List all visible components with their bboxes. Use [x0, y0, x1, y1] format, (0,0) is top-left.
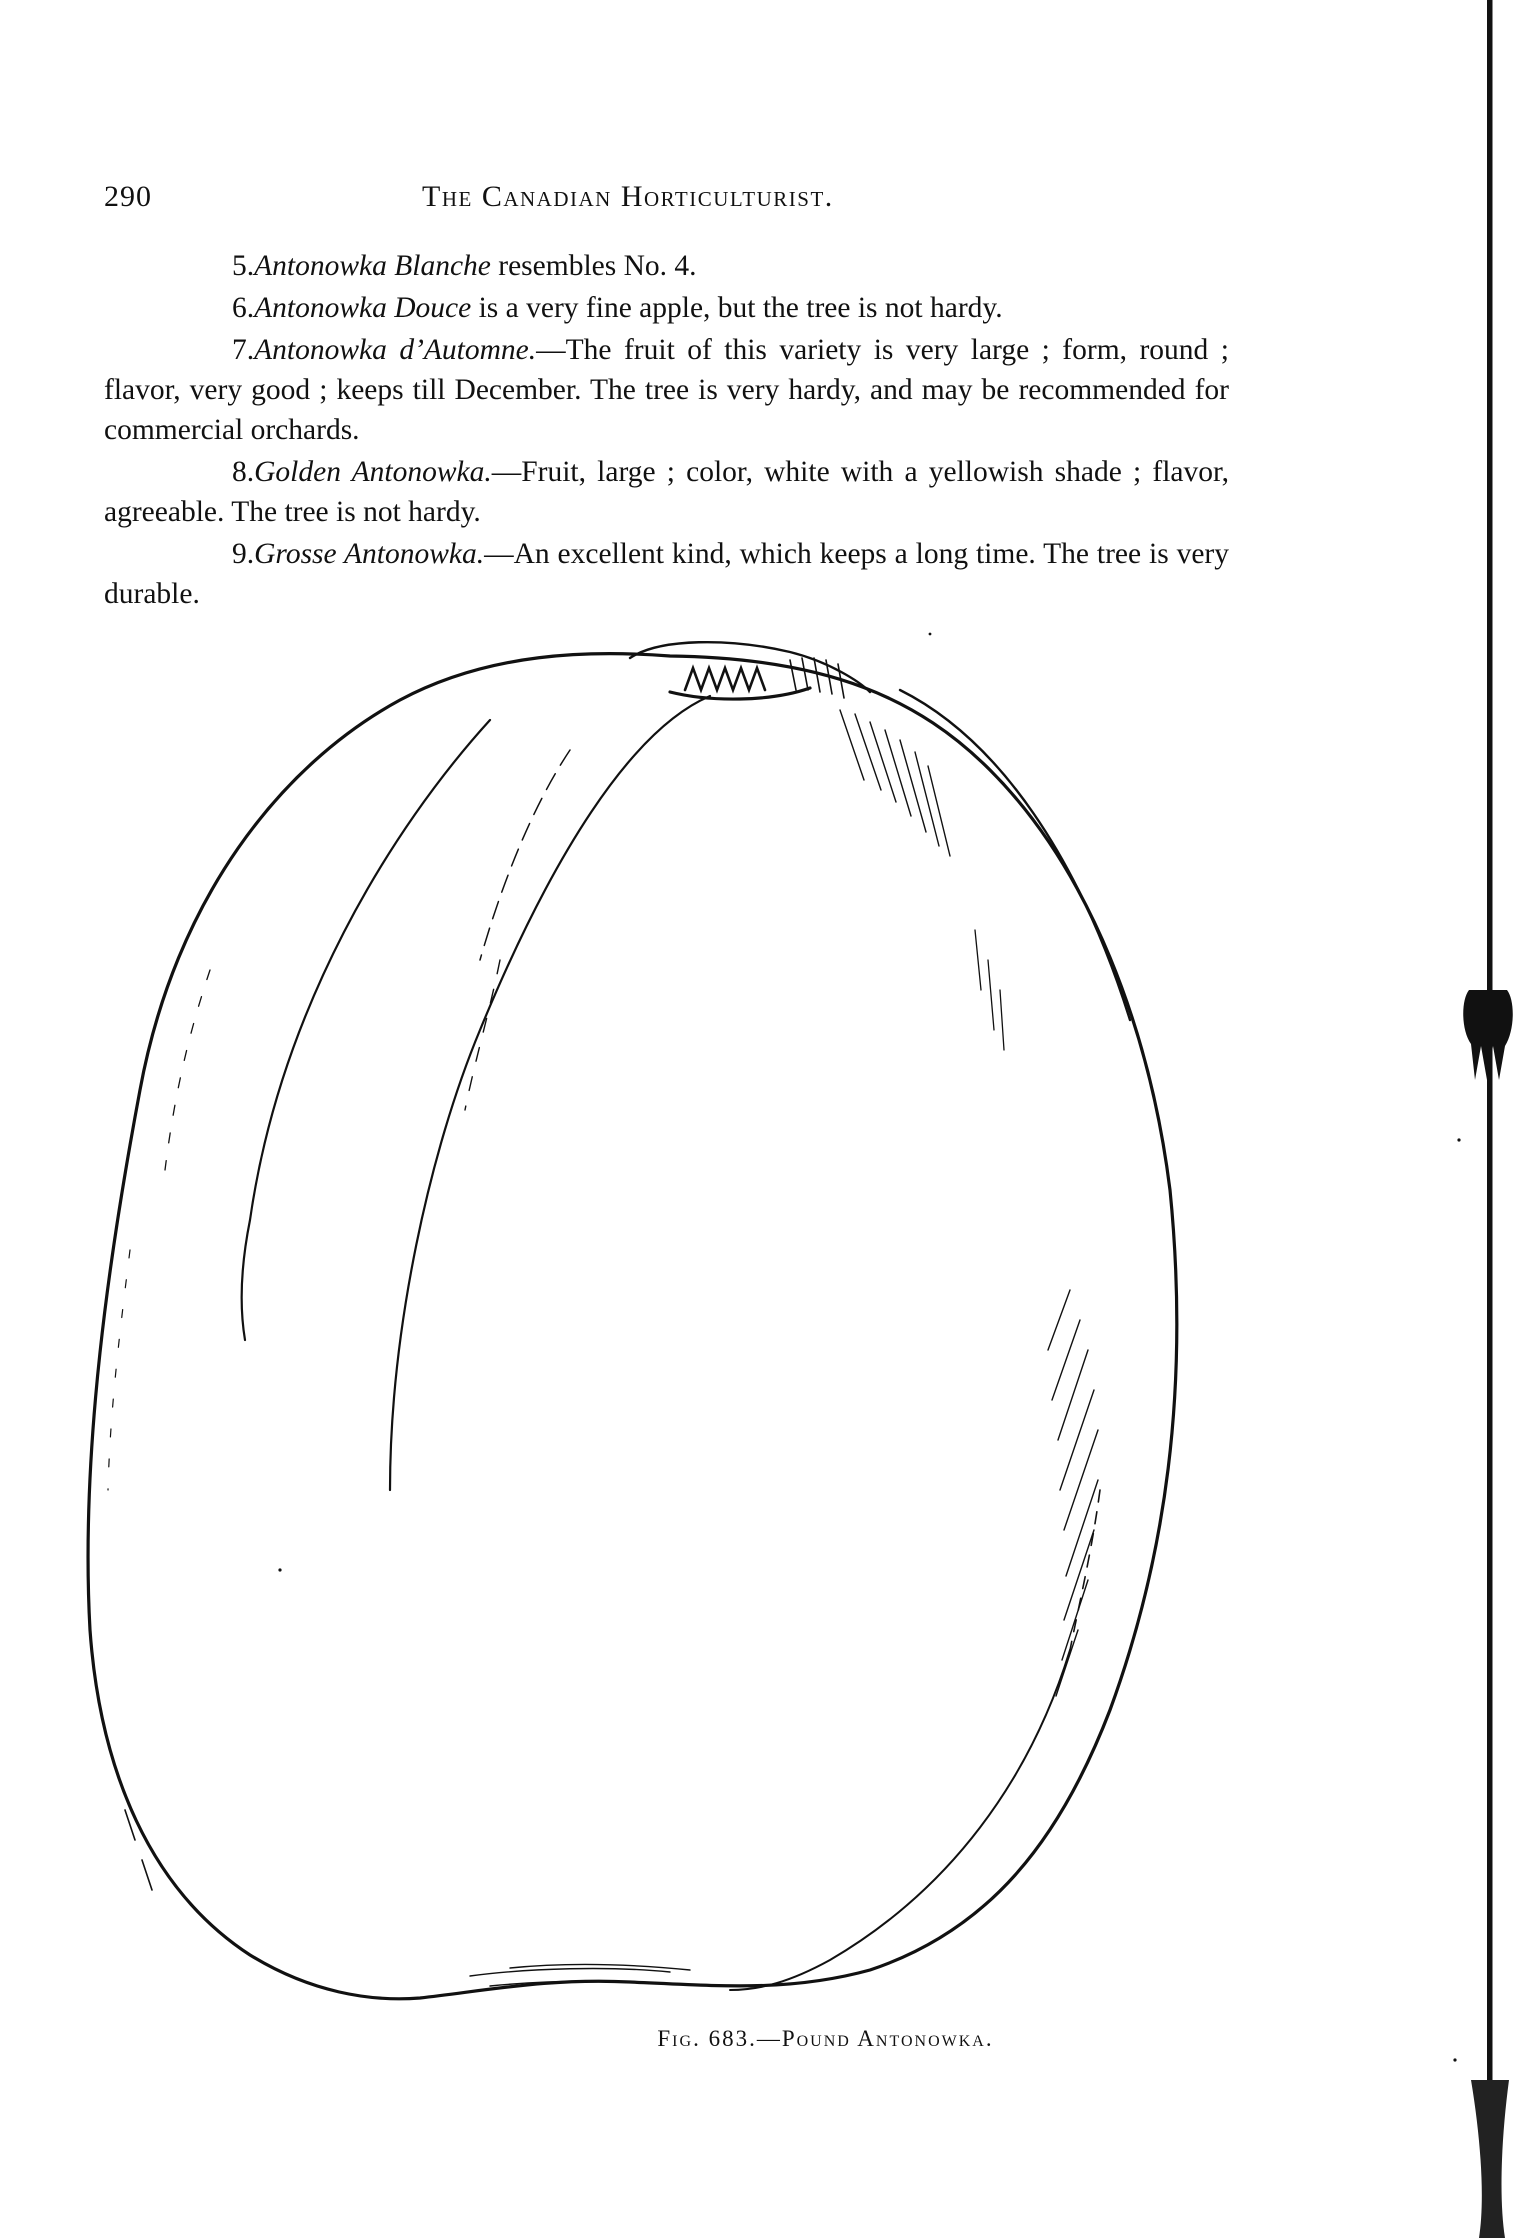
binding-edge [1431, 0, 1521, 2238]
apple-shading-middle [1048, 1290, 1098, 1696]
page-number: 290 [104, 180, 152, 213]
paragraph-item-7 [104, 330, 1229, 450]
page-header [104, 180, 1229, 224]
paragraph-item-6 [104, 288, 1229, 328]
calyx-teeth [685, 668, 765, 690]
running-head: The Canadian Horticulturist. [422, 180, 834, 213]
variety-description: resembles No. 4. [490, 250, 697, 282]
apple-right-contour [900, 690, 1130, 1020]
binding-edge-illustration [1431, 0, 1521, 2238]
variety-name: Antonowka Blanche [254, 250, 491, 282]
apple-illustration [70, 630, 1250, 2020]
variety-description: is a very fine apple, but the tree is not hardy. [471, 292, 1003, 324]
variety-name: Antonowka d’Automne. [254, 334, 537, 366]
paragraph-item-5 [104, 246, 1229, 286]
apple-seam-lower [730, 1650, 1070, 1990]
item-number: 8. [232, 456, 255, 488]
variety-description: —An excellent kind, which keeps a long time. The tree is very durable. [104, 538, 1229, 610]
variety-description: —The fruit of this variety is very large ; form, round ; flavor, very good ; keeps till December. The tree is very hardy, and may be recommended for commercial orchards. [104, 334, 1229, 446]
body-text [104, 246, 1229, 616]
variety-name: Antonowka Douce [254, 292, 472, 324]
figure-caption: Fig. 683.—Pound Antonowka. [657, 2026, 994, 2051]
item-number: 7. [232, 334, 255, 366]
apple-figure [70, 630, 1250, 2020]
apple-left-seam [242, 720, 490, 1340]
apple-outline [88, 654, 1177, 1999]
apple-shading-top [840, 710, 950, 856]
variety-description: —Fruit, large ; color, white with a yellowish shade ; flavor, agreeable. The tree is not hardy. [104, 456, 1230, 528]
item-number: 5. [232, 250, 255, 282]
paragraph-item-9 [104, 534, 1229, 614]
item-number: 9. [232, 538, 255, 570]
paragraph-item-8 [104, 452, 1229, 532]
variety-name: Golden Antonowka. [254, 456, 492, 488]
item-number: 6. [232, 292, 255, 324]
apple-ridge-left [390, 696, 710, 1490]
variety-name: Grosse Antonowka. [254, 538, 485, 570]
